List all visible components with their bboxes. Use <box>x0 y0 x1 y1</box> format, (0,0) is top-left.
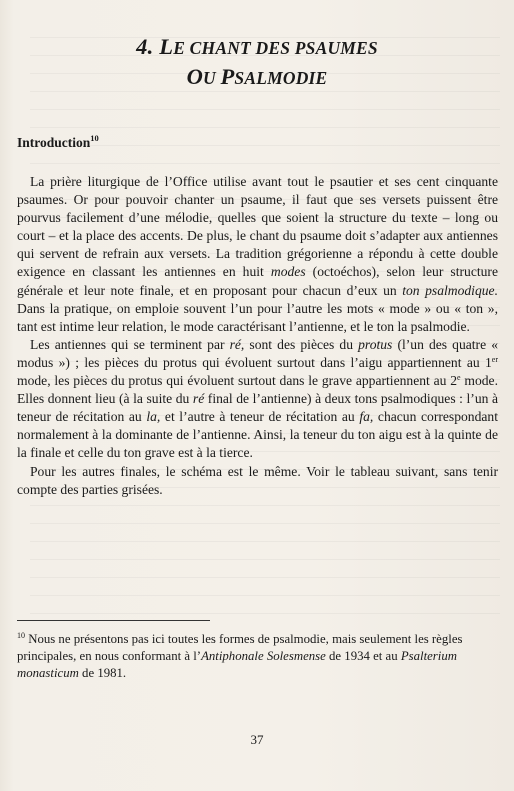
chapter-title-line-2: OU PSALMODIE <box>186 64 328 89</box>
footnote: $^{10}$ Nous ne présentons pas ici toutes les formes de psalmodie, mais seulement les règles principales, en nous conformant à l’Antiphonale Solesmense de 1934 et au Psalterium monasticum de 1981. <box>17 631 463 680</box>
section-heading: Introduction$^{10}$ <box>17 133 99 150</box>
chapter-title-line-1: 4. LE CHANT DES PSAUMES <box>136 34 378 59</box>
paragraph-1: La prière liturgique de l’Office utilise avant tout le psautier et ses cent cinquante psaumes. Or pour pouvoir chanter un psaume, il faut que ses versets puissent être pourvus facilement d’une mélodie, quelles que soient la structure du texte – long ou court – et la place des accents. De plus, le chant du psaume doit s’adapter aux antiennes qui servent de refrain aux versets. La tradition grégorienne a répondu à cette double exigence en classant les antiennes en huit modes (octoéchos), selon leur structure générale et leur note finale, et en proposant pour chacun d’eux un ton psalmodique. Dans la pratique, on emploie souvent l’un pour l’autre les mots « mode » ou « ton », tant est intime leur relation, le mode caractérisant l’antienne, et le ton la psalmodie. <box>17 174 498 334</box>
paragraph-3: Pour les autres finales, le schéma est le même. Voir le tableau suivant, sans tenir compte des parties grisées. <box>17 463 498 497</box>
body-text <box>17 173 498 499</box>
page-number: 37 <box>250 732 264 747</box>
footnote-ref: 10 <box>90 133 99 143</box>
footnote-separator <box>17 620 210 621</box>
paragraph-2: Les antiennes qui se terminent par ré, sont des pièces du protus (l’un des quatre « modus ») ; les pièces du protus qui évoluent surtout dans l’aigu appartiennent au 1er mode, les pièces du protus qui évoluent surtout dans le grave appartiennent au 2e mode. Elles donnent lieu (à la suite du ré final de l’antienne) à deux tons psalmodiques : l’un à teneur de récitation au la, et l’autre à teneur de récitation au fa, chacun correspondant normalement à la dominante de l’antienne. Ainsi, la teneur du ton aigu est à la quinte de la finale et celle du ton grave est à la tierce. <box>17 336 499 461</box>
